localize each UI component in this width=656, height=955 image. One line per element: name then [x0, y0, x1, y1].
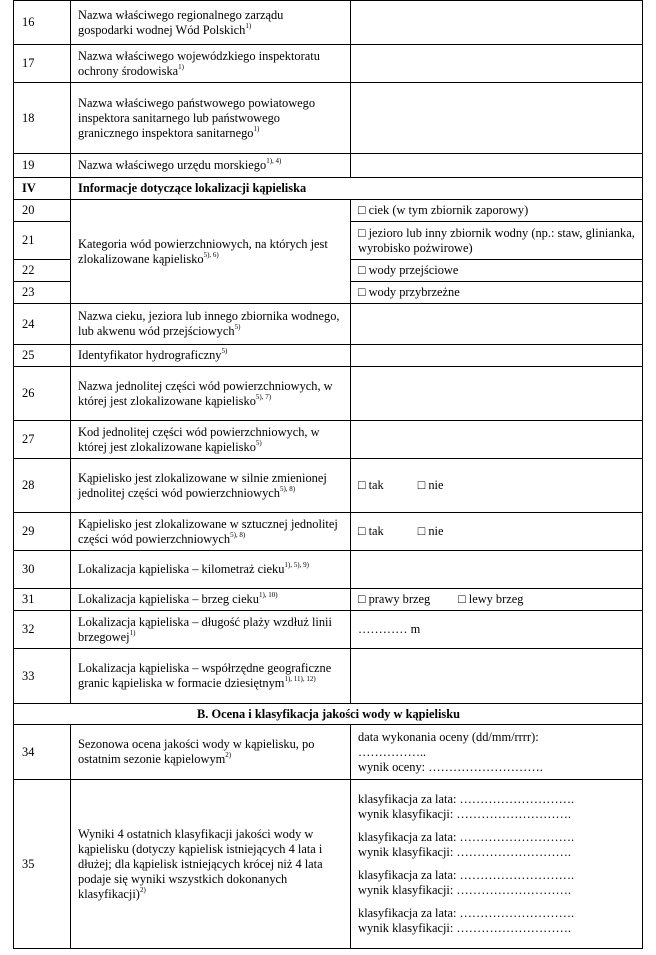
checkbox-option[interactable]: □ jezioro lub inny zbiornik wodny (np.: staw, glinianka, wyrobisko pożwirowe)	[351, 222, 643, 260]
row-number: 31	[14, 589, 71, 611]
answer-field[interactable]	[351, 367, 643, 421]
checkbox-yes[interactable]: □ tak	[358, 478, 384, 492]
answer-field[interactable]	[351, 154, 643, 178]
row-number: 25	[14, 345, 71, 367]
section-title: Informacje dotyczące lokalizacji kąpieliska	[71, 178, 643, 200]
row-label: Lokalizacja kąpieliska – kilometraż cieku$^{1), 5), 9)}$	[71, 551, 351, 589]
checkbox-option[interactable]: □ ciek (w tym zbiornik zaporowy)	[351, 200, 643, 222]
bank-field	[351, 589, 643, 611]
row-label: Sezonowa ocena jakości wody w kąpielisku, po ostatnim sezonie kąpielowym$^{2)}$	[71, 725, 351, 780]
assessment-date-label: data wykonania oceny (dd/mm/rrrr):	[358, 729, 539, 744]
checkbox-right-bank[interactable]: □ prawy brzeg	[358, 592, 431, 606]
row-number: 28	[14, 459, 71, 513]
classification-result: wynik klasyfikacji: ……………………….	[358, 845, 572, 859]
section-number: IV	[14, 178, 71, 200]
assessment-date-dots: ……………..	[358, 744, 427, 759]
row-number: 18	[14, 83, 71, 154]
row-number: 35	[14, 780, 71, 949]
table-row	[14, 589, 643, 611]
form-table	[13, 0, 643, 949]
classification-years: klasyfikacja za lata: ……………………….	[358, 830, 575, 844]
classification-entry	[358, 906, 636, 936]
row-label: Kąpielisko jest zlokalizowane w silnie zmienionej jednolitej części wód powierzchniowych$^{5), 8)}$	[71, 459, 351, 513]
row-label: Nazwa właściwego regionalnego zarządu gospodarki wodnej Wód Polskich$^{1)}$	[71, 1, 351, 45]
row-number: 20	[14, 200, 71, 222]
row-label: Nazwa właściwego państwowego powiatowego inspektora sanitarnego lub państwowego granicznego inspektora sanitarnego$^{1)}$	[71, 83, 351, 154]
classification-entry	[358, 830, 636, 860]
section-header-iv	[14, 178, 643, 200]
row-number: 19	[14, 154, 71, 178]
checkbox-yes[interactable]: □ tak	[358, 524, 384, 538]
classification-result: wynik klasyfikacji: ……………………….	[358, 921, 572, 935]
row-number: 22	[14, 260, 71, 282]
classification-entry	[358, 868, 636, 898]
table-row	[14, 345, 643, 367]
answer-field[interactable]	[351, 1, 643, 45]
row-number: 32	[14, 611, 71, 649]
row-label: Nazwa właściwego wojewódzkiego inspektoratu ochrony środowiska$^{1)}$	[71, 45, 351, 83]
classification-years: klasyfikacja za lata: ……………………….	[358, 868, 575, 882]
table-row	[14, 421, 643, 459]
table-row	[14, 45, 643, 83]
row-label: Kategoria wód powierzchniowych, na których jest zlokalizowane kąpielisko$^{5), 6)}$	[71, 200, 351, 304]
row-number: 34	[14, 725, 71, 780]
assessment-field[interactable]	[351, 725, 643, 780]
classification-field[interactable]	[351, 780, 643, 949]
checkbox-option[interactable]: □ wody przybrzeżne	[351, 282, 643, 304]
row-number: 23	[14, 282, 71, 304]
classification-result: wynik klasyfikacji: ……………………….	[358, 807, 572, 821]
answer-field[interactable]	[351, 304, 643, 345]
table-row	[14, 1, 643, 45]
row-label: Lokalizacja kąpieliska – współrzędne geograficzne granic kąpieliska w formacie dziesiętnym$^{1), 11), 12)}$	[71, 649, 351, 704]
answer-field[interactable]	[351, 83, 643, 154]
table-row	[14, 200, 643, 222]
table-row	[14, 304, 643, 345]
classification-entry	[358, 792, 636, 822]
section-header-b	[14, 704, 643, 725]
row-number: 24	[14, 304, 71, 345]
row-number: 16	[14, 1, 71, 45]
row-number: 17	[14, 45, 71, 83]
row-number: 26	[14, 367, 71, 421]
row-number: 27	[14, 421, 71, 459]
row-number: 21	[14, 222, 71, 260]
classification-years: klasyfikacja za lata: ……………………….	[358, 792, 575, 806]
table-row	[14, 551, 643, 589]
classification-result: wynik klasyfikacji: ……………………….	[358, 883, 572, 897]
assessment-result: wynik oceny: ……………………….	[358, 759, 543, 774]
checkbox-option[interactable]: □ wody przejściowe	[351, 260, 643, 282]
answer-field[interactable]	[351, 421, 643, 459]
section-title: B. Ocena i klasyfikacja jakości wody w kąpielisku	[14, 704, 643, 725]
row-number: 30	[14, 551, 71, 589]
row-number: 33	[14, 649, 71, 704]
row-label: Wyniki 4 ostatnich klasyfikacji jakości wody w kąpielisku (dotyczy kąpielisk istniejących 4 lata i dłużej; dla kąpielisk istniejących krócej niż 4 lata podaje się wyniki wszystkich dokonanych klasyfikacji)$^{2)}$	[71, 780, 351, 949]
answer-field[interactable]	[351, 551, 643, 589]
row-label: Identyfikator hydrograficzny$^{5)}$	[71, 345, 351, 367]
checkbox-no[interactable]: □ nie	[417, 478, 444, 492]
table-row	[14, 780, 643, 949]
classification-years: klasyfikacja za lata: ……………………….	[358, 906, 575, 920]
row-label: Lokalizacja kąpieliska – brzeg cieku$^{1), 10)}$	[71, 589, 351, 611]
answer-field[interactable]	[351, 345, 643, 367]
table-row	[14, 83, 643, 154]
checkbox-left-bank[interactable]: □ lewy brzeg	[458, 592, 524, 606]
length-field[interactable]: ………… m	[351, 611, 643, 649]
checkbox-no[interactable]: □ nie	[417, 524, 444, 538]
row-label: Kąpielisko jest zlokalizowane w sztucznej jednolitej części wód powierzchniowych$^{5), 8)}$	[71, 513, 351, 551]
answer-field[interactable]	[351, 45, 643, 83]
row-label: Kod jednolitej części wód powierzchniowych, w której jest zlokalizowane kąpielisko$^{5)}$	[71, 421, 351, 459]
answer-field[interactable]	[351, 649, 643, 704]
table-row	[14, 725, 643, 780]
row-label: Nazwa cieku, jeziora lub innego zbiornika wodnego, lub akwenu wód przejściowych$^{5)}$	[71, 304, 351, 345]
yes-no-field	[351, 459, 643, 513]
table-row	[14, 154, 643, 178]
table-row	[14, 513, 643, 551]
row-label: Lokalizacja kąpieliska – długość plaży wzdłuż linii brzegowej$^{1)}$	[71, 611, 351, 649]
yes-no-field	[351, 513, 643, 551]
table-row	[14, 611, 643, 649]
table-row	[14, 367, 643, 421]
row-label: Nazwa jednolitej części wód powierzchniowych, w której jest zlokalizowane kąpielisko$^{5), 7)}$	[71, 367, 351, 421]
row-number: 29	[14, 513, 71, 551]
row-label: Nazwa właściwego urzędu morskiego$^{1), 4)}$	[71, 154, 351, 178]
table-row	[14, 649, 643, 704]
table-row	[14, 459, 643, 513]
